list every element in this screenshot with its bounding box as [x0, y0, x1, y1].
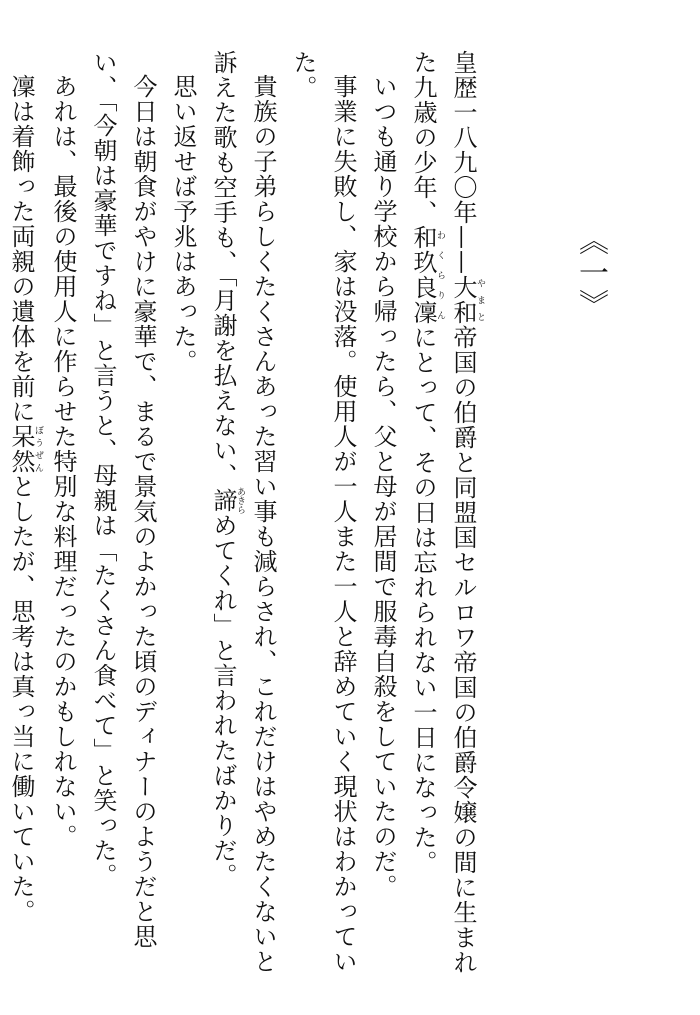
text-run: めてくれ」と言われたばかりだ。 — [209, 513, 237, 888]
text-run: 帝国の伯爵と同盟国セルロワ帝国の伯爵令嬢の間に生まれた九歳の少年、 — [409, 50, 477, 975]
ruby-annotation — [7, 424, 43, 474]
ruby-base: 大和 — [449, 275, 477, 325]
ruby-base: 和玖良凜 — [409, 225, 437, 325]
ruby-reading: ぼうぜん — [33, 424, 43, 474]
text-run: 事業に失敗し、家は没落。使用人が一人また一人と辞めていく現状はわかっていた。 — [289, 50, 357, 974]
ruby-annotation — [209, 487, 245, 514]
paragraph — [1, 50, 43, 980]
paragraph — [403, 50, 485, 980]
paragraph — [163, 50, 203, 980]
text-run: 凜は着飾った両親の遺体を前に — [7, 74, 35, 424]
chapter-heading: 《一》 — [573, 225, 608, 321]
ruby-reading: あきら — [235, 487, 245, 514]
text-run: 思い返せば予兆はあった。 — [169, 74, 197, 374]
ruby-reading: わくらりん — [435, 225, 445, 325]
text-run: 今日は朝食がやけに豪華で、まるで景気のよかった頃のディナーのようだと思い、「今朝は豪華ですね」と言うと、母親は「たくさん食べて」と笑った。 — [89, 50, 157, 949]
text-run: 皇歴一八九〇年—— — [449, 50, 477, 275]
ruby-base: 諦 — [209, 487, 237, 514]
ruby-reading: やまと — [475, 275, 485, 325]
body-text — [0, 50, 485, 980]
paragraph — [83, 50, 163, 980]
paragraph — [363, 50, 403, 980]
ruby-annotation — [409, 225, 445, 325]
paragraph — [283, 50, 363, 980]
text-run: にとって、その日は忘れられない一日になった。 — [409, 325, 437, 875]
paragraph — [43, 50, 83, 980]
ruby-base: 呆然 — [7, 424, 35, 474]
text-run: 貴族の子弟らしくたくさんあった習い事も減らされ、これだけはやめたくないと訴えた歌も空手も、「月謝を払えない、 — [209, 50, 277, 974]
text-run: あれは、最後の使用人に作らせた特別な料理だったのかもしれない。 — [49, 74, 77, 849]
ruby-annotation — [449, 275, 485, 325]
paragraph — [203, 50, 283, 980]
text-run: としたが、思考は真っ当に働いていた。 — [7, 474, 35, 924]
text-run: いつも通り学校から帰ったら、父と母が居間で服毒自殺をしていたのだ。 — [369, 74, 397, 899]
